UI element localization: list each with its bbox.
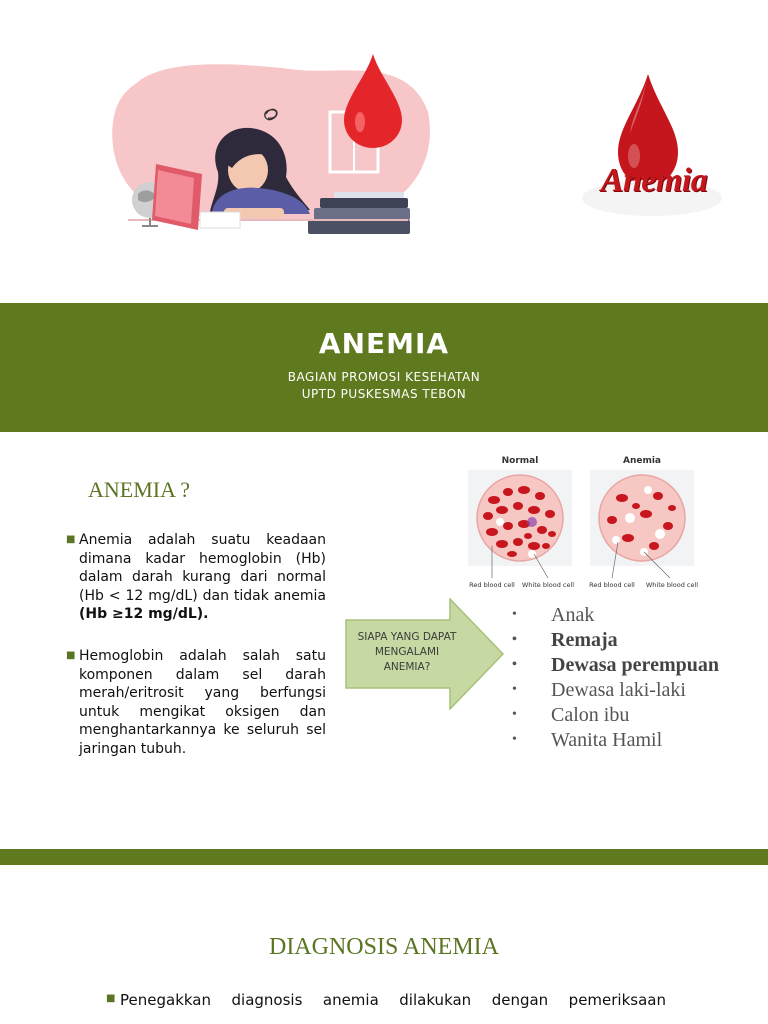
caption-red-blood-cell-1: Red blood cell bbox=[469, 581, 515, 589]
anemia-illustration bbox=[108, 52, 434, 244]
section-heading: ANEMIA ? bbox=[88, 477, 191, 502]
bullet-icon: ■ bbox=[106, 993, 116, 1004]
hemoglobin-text: Hemoglobin adalah salah satu komponen dalam sel darah merah/eritrosit yang berfungsi untuk mengikat oksigen dan menghantarkannya ke seluruh sel jaringan tubuh. bbox=[79, 648, 326, 757]
banner-subtitle-2: UPTD PUSKESMAS TEBON bbox=[301, 387, 467, 401]
arrow-question-text bbox=[352, 630, 462, 675]
bullet-icon: • bbox=[512, 732, 517, 747]
definition-text: Anemia adalah suatu keadaan dimana kadar hemoglobin (Hb) dalam darah kurang dari normal (Hb < 12 mg/dL) dan tidak anemia bbox=[79, 532, 326, 604]
bullet-icon: • bbox=[512, 657, 517, 672]
definition-paragraph bbox=[66, 531, 326, 624]
bullet-icon: • bbox=[512, 682, 517, 697]
hemoglobin-paragraph bbox=[66, 647, 326, 758]
diagnosis-paragraph bbox=[106, 991, 666, 1009]
title-banner bbox=[0, 303, 768, 432]
list-item: • Dewasa perempuan bbox=[512, 654, 719, 676]
definition-bold-text: (Hb ≥12 mg/dL). bbox=[79, 606, 209, 622]
caption-red-blood-cell-2: Red blood cell bbox=[589, 581, 635, 589]
logo-text: Anemia bbox=[600, 162, 708, 199]
banner-title: ANEMIA bbox=[318, 327, 450, 360]
banner-subtitle-1: BAGIAN PROMOSI KESEHATAN bbox=[287, 370, 481, 384]
bullet-icon: • bbox=[512, 632, 517, 647]
figure-label-anemia: Anemia bbox=[622, 456, 662, 466]
diagnosis-text: Penegakkan diagnosis anemia dilakukan dengan pemeriksaan bbox=[120, 991, 666, 1009]
bullet-icon: ■ bbox=[66, 650, 76, 661]
list-item: • Dewasa laki-laki bbox=[512, 679, 686, 701]
caption-white-blood-cell-2: White blood cell bbox=[645, 581, 699, 589]
bullet-icon: ■ bbox=[66, 534, 76, 545]
figure-label-normal: Normal bbox=[501, 456, 539, 466]
at-risk-group-list bbox=[512, 604, 752, 754]
arrow-text-line-1: SIAPA YANG DAPAT bbox=[357, 631, 457, 643]
diagnosis-heading: DIAGNOSIS ANEMIA bbox=[268, 934, 499, 960]
bullet-icon: • bbox=[512, 707, 517, 722]
section-divider-bar bbox=[0, 849, 768, 865]
arrow-text-line-3: ANEMIA? bbox=[383, 661, 431, 673]
list-item: • Wanita Hamil bbox=[512, 729, 663, 751]
caption-white-blood-cell-1: White blood cell bbox=[521, 581, 575, 589]
bullet-icon: • bbox=[512, 607, 517, 622]
list-item: • Anak bbox=[512, 604, 595, 626]
arrow-text-line-2: MENGALAMI bbox=[374, 646, 440, 658]
list-item: • Calon ibu bbox=[512, 704, 630, 726]
blood-cell-comparison-figure bbox=[462, 448, 712, 593]
list-item: • Remaja bbox=[512, 629, 618, 651]
